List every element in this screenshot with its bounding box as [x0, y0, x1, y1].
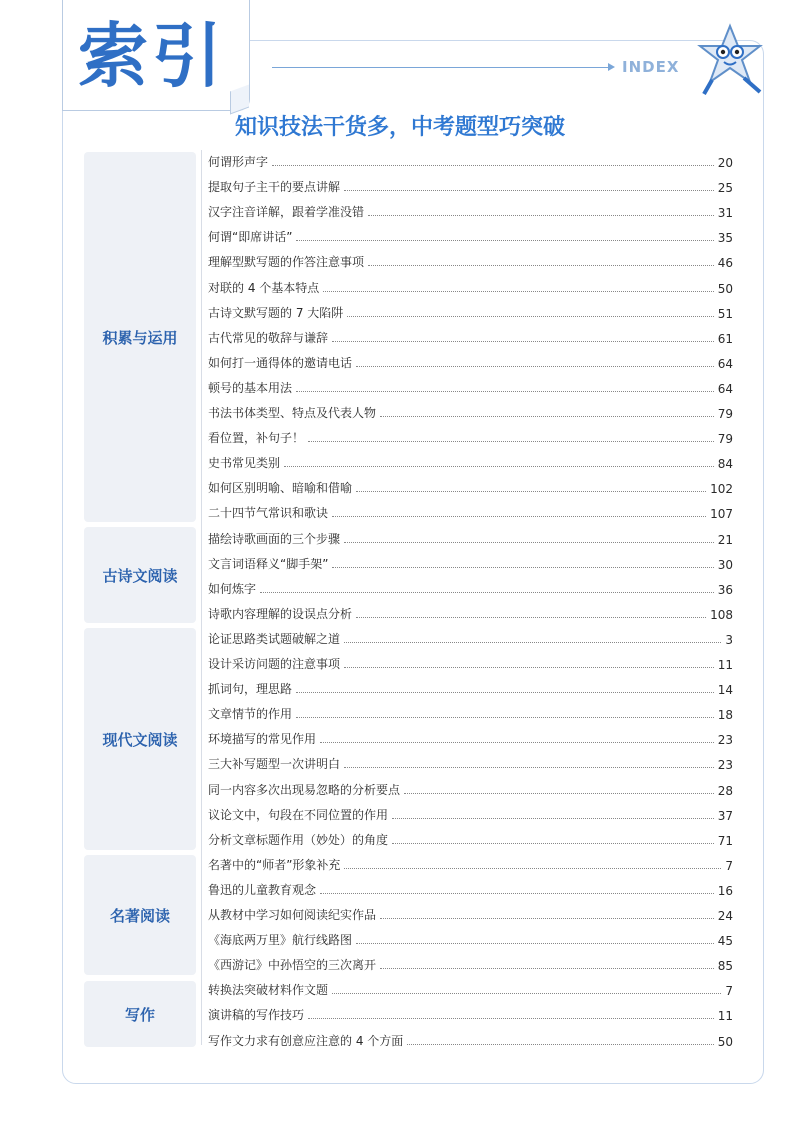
dot-leader: [284, 466, 714, 467]
entry-page: 28: [717, 783, 733, 798]
index-entry: [208, 627, 733, 647]
entry-page: 11: [717, 658, 733, 672]
dot-leader: [380, 918, 714, 919]
section-label: 名著阅读: [109, 906, 170, 925]
index-entry: [208, 301, 733, 321]
entry-title: 古代常见的敬辞与谦辞: [208, 330, 329, 345]
entry-title: 提取句子主干的要点讲解: [208, 180, 341, 195]
dot-leader: [320, 893, 714, 894]
dot-leader: [308, 1018, 714, 1019]
dot-leader: [332, 341, 714, 342]
index-entry: [208, 828, 733, 848]
entry-title: 议论文中，句段在不同位置的作用: [208, 807, 389, 822]
dot-leader: [332, 516, 706, 517]
dot-leader: [344, 868, 721, 869]
section-accumulation: [84, 152, 196, 522]
entry-title: 汉字注音详解，跟着学准没错: [208, 205, 365, 220]
entry-page: 21: [717, 532, 733, 547]
entry-title: 名著中的“师者”形象补充: [208, 857, 341, 872]
index-entry: [208, 577, 733, 597]
entry-page: 45: [717, 934, 733, 949]
entry-page: 7: [725, 858, 733, 873]
dot-leader: [392, 818, 714, 819]
entry-title: 写作文力求有创意应注意的 4 个方面: [208, 1033, 404, 1048]
dot-leader: [344, 767, 714, 768]
section-classical-poetry: [84, 527, 196, 623]
entry-page: 107: [710, 507, 733, 522]
index-entry: [208, 376, 733, 396]
entry-title: 文言词语释义“脚手架”: [208, 556, 329, 571]
entry-page: 20: [717, 156, 733, 170]
index-entry: [208, 702, 733, 722]
section-writing: [84, 981, 196, 1047]
index-entry: [208, 351, 733, 371]
entry-title: 从教材中学习如何阅读纪实作品: [208, 908, 377, 922]
dot-leader: [368, 215, 714, 216]
index-entry: [208, 778, 733, 798]
entry-title: 如何区别明喻、暗喻和借喻: [208, 481, 353, 496]
entry-title: 如何炼字: [208, 581, 257, 596]
entry-page: 85: [717, 959, 733, 974]
dot-leader: [272, 165, 714, 166]
dot-leader: [407, 1044, 713, 1045]
entry-title: 何谓形声字: [208, 155, 269, 169]
dot-leader: [320, 742, 714, 743]
dot-leader: [296, 240, 713, 241]
entry-title: 演讲稿的写作技巧: [208, 1008, 305, 1023]
entry-page: 51: [717, 306, 733, 321]
entry-title: 文章情节的作用: [208, 707, 293, 722]
section-classics: [84, 855, 196, 975]
index-entry: [208, 853, 733, 873]
index-entry: [208, 200, 733, 220]
section-label: 积累与运用: [102, 328, 178, 347]
section-modern-reading: [84, 628, 196, 850]
entry-page: 18: [717, 708, 733, 723]
page-title: 索引: [78, 15, 226, 97]
index-entry: [208, 752, 733, 772]
dot-leader: [392, 843, 714, 844]
entry-page: 79: [717, 432, 733, 447]
entry-page: 61: [717, 331, 733, 346]
entry-title: 古诗文默写题的 7 大陷阱: [208, 305, 344, 320]
index-entry: [208, 652, 733, 672]
dot-leader: [356, 366, 714, 367]
index-entry: [208, 451, 733, 471]
index-entry: [208, 928, 733, 948]
entry-page: 23: [717, 758, 733, 773]
entry-page: 79: [717, 407, 733, 421]
dot-leader: [344, 542, 714, 543]
mascot-icon: [690, 20, 770, 100]
section-label: 古诗文阅读: [102, 566, 178, 585]
divider: [201, 150, 202, 1045]
dot-leader: [332, 993, 721, 994]
dot-leader: [323, 291, 713, 292]
entry-title: 分析文章标题作用（妙处）的角度: [208, 832, 389, 847]
entry-page: 14: [717, 683, 733, 698]
dot-leader: [308, 441, 714, 442]
dot-leader: [344, 642, 721, 643]
entry-title: 书法书体类型、特点及代表人物: [208, 406, 377, 420]
entry-title: 理解型默写题的作答注意事项: [208, 255, 365, 270]
index-entry: [208, 476, 733, 496]
dot-leader: [404, 793, 714, 794]
entry-title: 抓词句，理思路: [208, 682, 293, 697]
dot-leader: [356, 491, 706, 492]
entry-title: 如何打一通得体的邀请电话: [208, 355, 353, 370]
entry-page: 31: [717, 206, 733, 221]
entry-title: 顿号的基本用法: [208, 380, 293, 395]
index-entry: [208, 250, 733, 270]
entry-title: 二十四节气常识和歌诀: [208, 506, 329, 521]
index-entry: [208, 602, 733, 622]
dot-leader: [332, 567, 713, 568]
entry-title: 环境描写的常见作用: [208, 732, 317, 747]
arrow-icon: [608, 63, 615, 71]
entry-page: 24: [717, 909, 733, 923]
entry-title: 描绘诗歌画面的三个步骤: [208, 531, 341, 546]
dot-leader: [296, 391, 714, 392]
entry-page: 7: [725, 984, 733, 999]
entry-page: 16: [717, 883, 733, 898]
entry-title: 诗歌内容理解的设误点分析: [208, 606, 353, 621]
index-entry: [208, 978, 733, 998]
entry-page: 102: [710, 482, 733, 497]
dot-leader: [380, 968, 714, 969]
dot-leader: [296, 692, 714, 693]
index-entry: [208, 150, 733, 170]
section-label: 现代文阅读: [102, 730, 178, 749]
index-entry: [208, 1029, 733, 1049]
index-entry: [208, 501, 733, 521]
entry-title: 看位置，补句子！: [208, 431, 305, 446]
entry-page: 30: [717, 557, 733, 572]
index-entry: [208, 1003, 733, 1023]
index-entry: [208, 326, 733, 346]
entry-title: 设计采访问题的注意事项: [208, 657, 341, 671]
entry-page: 25: [717, 181, 733, 196]
dot-leader: [356, 943, 714, 944]
dot-leader: [296, 717, 714, 718]
index-entry: [208, 727, 733, 747]
entry-title: 对联的 4 个基本特点: [208, 280, 320, 295]
entry-title: 史书常见类别: [208, 456, 281, 471]
index-rule: [272, 67, 612, 68]
entry-page: 35: [717, 231, 733, 246]
index-entry: [208, 677, 733, 697]
index-entry: [208, 878, 733, 898]
index-entry: [208, 803, 733, 823]
index-entry: [208, 225, 733, 245]
dot-leader: [344, 667, 714, 668]
entry-page: 71: [717, 833, 733, 848]
dot-leader: [260, 592, 714, 593]
entry-title: 同一内容多次出现易忽略的分析要点: [208, 782, 401, 797]
entry-title: 《海底两万里》航行线路图: [208, 933, 353, 948]
entry-page: 3: [725, 632, 733, 647]
entry-page: 46: [717, 256, 733, 271]
entry-page: 50: [717, 281, 733, 296]
index-entry: [208, 953, 733, 973]
entry-title: 《西游记》中孙悟空的三次离开: [208, 958, 377, 973]
entry-page: 84: [717, 457, 733, 472]
entry-page: 64: [717, 381, 733, 396]
page-subtitle: 知识技法干货多，中考题型巧突破: [234, 115, 565, 140]
dot-leader: [368, 265, 714, 266]
entry-page: 11: [717, 1009, 733, 1024]
entry-page: 50: [717, 1034, 733, 1049]
entry-page: 37: [717, 808, 733, 823]
index-entry: [208, 527, 733, 547]
dot-leader: [356, 617, 706, 618]
entry-page: 108: [710, 607, 733, 622]
index-entry: [208, 426, 733, 446]
entry-title: 论证思路类试题破解之道: [208, 631, 341, 646]
index-entry: [208, 552, 733, 572]
entry-title: 三大补写题型一次讲明白: [208, 757, 341, 772]
entry-title: 何谓“即席讲话”: [208, 230, 293, 245]
entry-title: 鲁迅的儿童教育观念: [208, 882, 317, 897]
index-entry: [208, 903, 733, 923]
dot-leader: [380, 416, 714, 417]
entry-page: 23: [717, 733, 733, 748]
index-entry: [208, 175, 733, 195]
entry-page: 36: [717, 582, 733, 597]
dot-leader: [344, 190, 714, 191]
entry-title: 转换法突破材料作文题: [208, 983, 329, 998]
dot-leader: [347, 316, 713, 317]
index-entry: [208, 401, 733, 421]
entry-page: 64: [717, 356, 733, 371]
index-entry: [208, 276, 733, 296]
section-label: 写作: [124, 1005, 155, 1024]
index-label: INDEX: [622, 58, 680, 76]
